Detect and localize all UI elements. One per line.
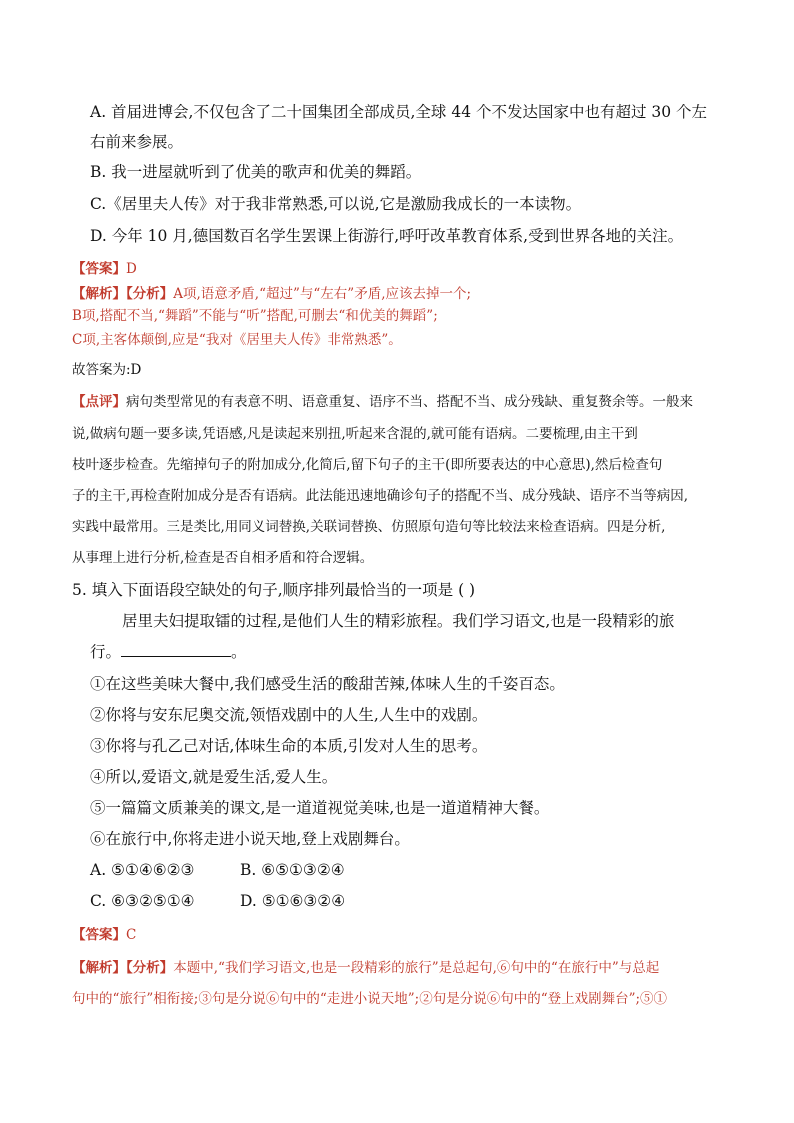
option-c: C.《居里夫人传》对于我非常熟悉,可以说,它是激励我成长的一本读物。 — [90, 195, 582, 213]
q5-analysis-line1 — [72, 958, 659, 978]
analysis-text: A项,语意矛盾,“超过”与“左右”矛盾,应该去掉一个; — [173, 286, 472, 302]
comment-text: 病句类型常见的有表意不明、语意重复、语序不当、搭配不当、成分残缺、重复赘余等。一般来 — [126, 394, 693, 410]
comment-tag: 【点评】 — [72, 394, 126, 410]
q5-option-c: C. ⑥③②⑤①④ — [90, 892, 195, 910]
option-a-line2: 右前来参展。 — [90, 133, 184, 151]
q4-comment-line2: 说,做病句题一要多读,凭语感,凡是读起来别扭,听起来含混的,就可能有语病。二要梳理,由主干到 — [72, 426, 638, 442]
q5-sentence-3: ③你将与孔乙己对话,体味生命的本质,引发对人生的思考。 — [90, 737, 488, 755]
q4-analysis-line3: C项,主客体颠倒,应是“我对《居里夫人传》非常熟悉”。 — [72, 332, 402, 348]
analysis-tag: 【解析】【分析】 — [72, 286, 174, 302]
q5-sentence-5: ⑤一篇篇文质兼美的课文,是一道道视觉美味,也是一道道精神大餐。 — [90, 799, 550, 817]
q5-sentence-2: ②你将与安东尼奥交流,领悟戏剧中的人生,人生中的戏剧。 — [90, 706, 488, 724]
q4-comment-line4: 子的主干,再检查附加成分是否有语病。此法能迅速地确诊句子的搭配不当、成分残缺、语序不当等病因, — [72, 488, 689, 504]
q5-option-a: A. ⑤①④⑥②③ — [90, 861, 195, 879]
q4-comment-line1 — [72, 392, 693, 412]
q4-comment-line5: 实践中最常用。三是类比,用同义词替换,关联词替换、仿照原句造句等比较法来检查语病。四是分析, — [72, 519, 666, 535]
passage-end: 。 — [231, 643, 247, 661]
answer-value: C — [126, 927, 137, 943]
q4-analysis-line1 — [72, 284, 471, 304]
q4-answer — [72, 259, 137, 279]
analysis-tag: 【解析】【分析】 — [72, 960, 174, 976]
q4-analysis-final: 故答案为:D — [72, 362, 142, 378]
q5-option-b: B. ⑥⑤①③②④ — [240, 861, 345, 879]
q5-stem: 5. 填入下面语段空缺处的句子,顺序排列最恰当的一项是 ( ) — [72, 581, 476, 599]
q5-analysis-line2: 句中的“旅行”相衔接;③句是分说⑥句中的“走进小说天地”;②句是分说⑥句中的“登上戏剧舞台”;⑤① — [72, 991, 668, 1007]
option-b: B. 我一进屋就听到了优美的歌声和优美的舞蹈。 — [90, 163, 422, 181]
q5-passage-line2 — [90, 642, 247, 662]
q4-comment-line3: 枝叶逐步检查。先缩掉句子的附加成分,化简后,留下句子的主干(即所要表达的中心意思),然后检查句 — [72, 457, 663, 473]
q5-option-d: D. ⑤①⑥③②④ — [240, 892, 346, 910]
q5-sentence-1: ①在这些美味大餐中,我们感受生活的酸甜苦辣,体味人生的千姿百态。 — [90, 675, 565, 693]
q4-comment-line6: 从事理上进行分析,检查是否自相矛盾和符合逻辑。 — [72, 550, 374, 566]
option-a-line1: A. 首届进博会,不仅包含了二十国集团全部成员,全球 44 个不发达国家中也有超过 30 个左 — [90, 103, 708, 121]
q4-analysis-line2: B项,搭配不当,“舞蹈”不能与“听”搭配,可删去“和优美的舞蹈”; — [72, 308, 438, 324]
q5-answer — [72, 925, 136, 945]
answer-tag: 【答案】 — [72, 927, 126, 943]
answer-tag: 【答案】 — [72, 261, 126, 277]
q5-sentence-6: ⑥在旅行中,你将走进小说天地,登上戏剧舞台。 — [90, 830, 410, 848]
fill-blank — [121, 642, 231, 657]
answer-value: D — [126, 261, 137, 277]
q5-sentence-4: ④所以,爱语文,就是爱生活,爱人生。 — [90, 768, 338, 786]
option-d: D. 今年 10 月,德国数百名学生罢课上街游行,呼吁改革教育体系,受到世界各地的关注。 — [90, 227, 684, 245]
passage-start: 行。 — [90, 643, 122, 661]
analysis-text: 本题中,“我们学习语文,也是一段精彩的旅行”是总起句,⑥句中的“在旅行中”与总起 — [173, 960, 660, 976]
q5-passage-line1: 居里夫妇提取镭的过程,是他们人生的精彩旅程。我们学习语文,也是一段精彩的旅 — [122, 612, 675, 630]
